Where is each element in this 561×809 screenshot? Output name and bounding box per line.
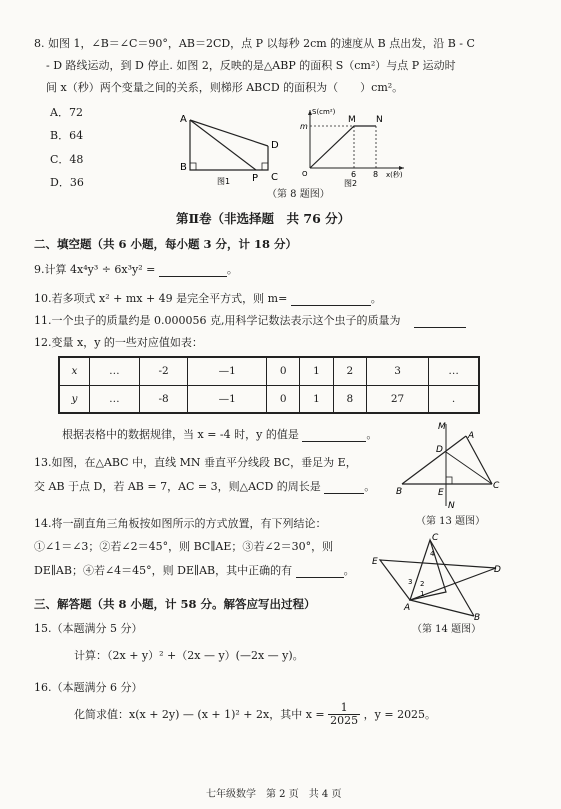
q9 <box>34 263 238 277</box>
fig13-label-n: N <box>448 501 455 511</box>
q8-option-d: D．36 <box>50 176 84 189</box>
table-cell: —1 <box>188 385 267 413</box>
q16-head: 16.（本题满分 6 分） <box>34 681 143 694</box>
q13-line2-text: 交 AB 于点 D，若 AB = 7，AC = 3，则△ACD 的周长是 <box>34 480 321 493</box>
q15-head: 15.（本题满分 5 分） <box>34 622 143 635</box>
table-cell: 8 <box>333 385 366 413</box>
q15-text: 计算：（2x + y）² +（2x — y）(—2x — y)。 <box>74 649 304 662</box>
fig2-tick-6: 6 <box>351 170 357 179</box>
table-cell: 1 <box>300 358 333 386</box>
q8-line1: 8. 如图 1，∠B＝∠C＝90°，AB＝2CD，点 P 以每秒 2cm 的速度从 B 点出发，沿 B - C <box>34 37 475 50</box>
fig2-label-m: m <box>300 122 308 131</box>
q12-end: 。 <box>366 428 378 441</box>
table-cell: . <box>429 385 479 413</box>
q11 <box>34 314 466 328</box>
table-cell: 3 <box>366 358 428 386</box>
table-cell: … <box>90 358 140 386</box>
fig1-label-a: A <box>180 114 187 125</box>
q8-option-a: A．72 <box>50 106 83 119</box>
q10-text: 10.若多项式 x² + mx + 49 是完全平方式，则 m= <box>34 292 288 305</box>
fig14-angle-1: 1 <box>420 590 425 598</box>
fig1-label-p: P <box>252 173 259 184</box>
table-cell: x <box>60 358 90 386</box>
fig14-label-a: A <box>404 603 411 613</box>
q8-line3: 间 x（秒）两个变量之间的关系，则梯形 ABCD 的面积为（ ）cm²。 <box>46 81 404 94</box>
fig14-label-d: D <box>494 565 501 575</box>
q12-followup-text: 根据表格中的数据规律，当 x = -4 时，y 的值是 <box>62 428 299 441</box>
fig14-angle-3: 3 <box>408 578 413 586</box>
q13-figure <box>388 418 508 514</box>
q13-line1: 13.如图，在△ABC 中，直线 MN 垂直平分线段 BC，垂足为 E， <box>34 456 357 469</box>
q14-line3-text: DE∥AB；④若∠4＝45°，则 DE∥AB，其中正确的有 <box>34 564 293 577</box>
q8-figure-2 <box>296 104 416 188</box>
table-cell: 1 <box>300 385 333 413</box>
q14-figure <box>370 530 510 622</box>
table-row-x <box>60 358 479 386</box>
q10 <box>34 292 382 306</box>
q9-answer-blank[interactable] <box>159 265 227 277</box>
part2-title: 第Ⅱ卷（非选择题 共 76 分） <box>176 211 351 226</box>
table-cell: -2 <box>139 358 188 386</box>
q12-text: 12.变量 x，y 的一些对应值如表： <box>34 336 203 349</box>
q13-end: 。 <box>364 480 376 493</box>
fig1-label-c: C <box>271 172 278 183</box>
fig14-angle-4: 4 <box>430 550 435 558</box>
table-cell: 27 <box>366 385 428 413</box>
q10-end: 。 <box>370 292 382 305</box>
fig14-angle-2: 2 <box>420 580 425 588</box>
table-cell: 0 <box>267 358 300 386</box>
q16-fraction-denominator: 2025 <box>330 714 359 728</box>
fig1-caption: 图1 <box>217 177 231 186</box>
fig2-caption: 图2 <box>344 179 358 188</box>
table-cell: —1 <box>188 358 267 386</box>
page-footer: 七年级数学 第 2 页 共 4 页 <box>206 789 342 800</box>
fig1-label-d: D <box>271 140 279 151</box>
q14-answer-blank[interactable] <box>296 566 344 578</box>
fig13-label-b: B <box>396 487 403 497</box>
table-row-y <box>60 385 479 413</box>
q8-option-c: C．48 <box>50 153 84 166</box>
q16-body <box>74 702 436 727</box>
fig2-label-n: N <box>376 115 383 125</box>
q16-fraction-numerator: 1 <box>328 702 360 715</box>
fig1-label-b: B <box>180 162 187 173</box>
table-cell: 0 <box>267 385 300 413</box>
q8-option-b: B．64 <box>50 129 84 142</box>
q11-text: 11.一个虫子的质量约是 0.000056 克,用科学记数法表示这个虫子的质量为 <box>34 314 401 327</box>
q16-fraction <box>328 702 360 727</box>
q12-answer-blank[interactable] <box>302 430 366 442</box>
fig13-label-a: A <box>468 431 475 441</box>
q8-figure-1 <box>172 108 292 188</box>
fig13-label-c: C <box>493 481 500 491</box>
table-cell: … <box>429 358 479 386</box>
q11-answer-blank[interactable] <box>414 316 466 328</box>
q10-answer-blank[interactable] <box>291 294 371 306</box>
table-cell: -8 <box>139 385 188 413</box>
fig2-origin: O <box>302 170 308 178</box>
q12-table <box>58 356 480 414</box>
q13-caption: （第 13 题图） <box>416 516 486 527</box>
fig14-label-c: C <box>432 533 439 543</box>
q14-line3 <box>34 564 355 578</box>
q14-line1: 14.将一副直角三角板按如图所示的方式放置，有下列结论： <box>34 517 327 530</box>
q13-answer-blank[interactable] <box>324 482 364 494</box>
fig2-label-upper-m: M <box>348 115 356 125</box>
q14-line2: ①∠1＝∠3；②若∠2＝45°，则 BC∥AE；③若∠2＝30°，则 <box>34 540 334 553</box>
fig2-tick-8: 8 <box>373 170 379 179</box>
fig13-label-e: E <box>438 488 444 498</box>
table-cell: y <box>60 385 90 413</box>
table-cell: … <box>90 385 140 413</box>
table-cell: 2 <box>333 358 366 386</box>
q8-line2: - D 路线运动，到 D 停止. 如图 2，反映的是△ABP 的面积 S（cm²）与点 P 运动时 <box>46 59 456 72</box>
section-3-title: 三、解答题（共 8 小题，计 58 分。解答应写出过程） <box>34 597 316 611</box>
q12-followup <box>62 428 377 442</box>
fig2-ylabel: S(cm²) <box>312 108 336 116</box>
section-2-title: 二、填空题（共 6 小题，每小题 3 分，计 18 分） <box>34 237 298 251</box>
q14-end: 。 <box>343 564 355 577</box>
q9-text: 9.计算 4x⁴y³ ÷ 6x³y² = <box>34 263 156 276</box>
fig14-label-b: B <box>474 613 481 622</box>
q14-caption: （第 14 题图） <box>412 624 482 635</box>
q9-end: 。 <box>226 263 238 276</box>
q16-text-b: ，y = 2025。 <box>363 708 437 722</box>
fig13-label-m: M <box>438 422 446 432</box>
q8-caption: （第 8 题图） <box>267 189 330 200</box>
fig14-label-e: E <box>372 557 378 567</box>
q16-text-a: 化简求值：x(x + 2y) — (x + 1)² + 2x，其中 x = <box>74 708 325 722</box>
fig13-label-d: D <box>436 445 443 455</box>
q13-line2 <box>34 480 375 494</box>
fig2-xlabel: x(秒) <box>386 171 403 179</box>
